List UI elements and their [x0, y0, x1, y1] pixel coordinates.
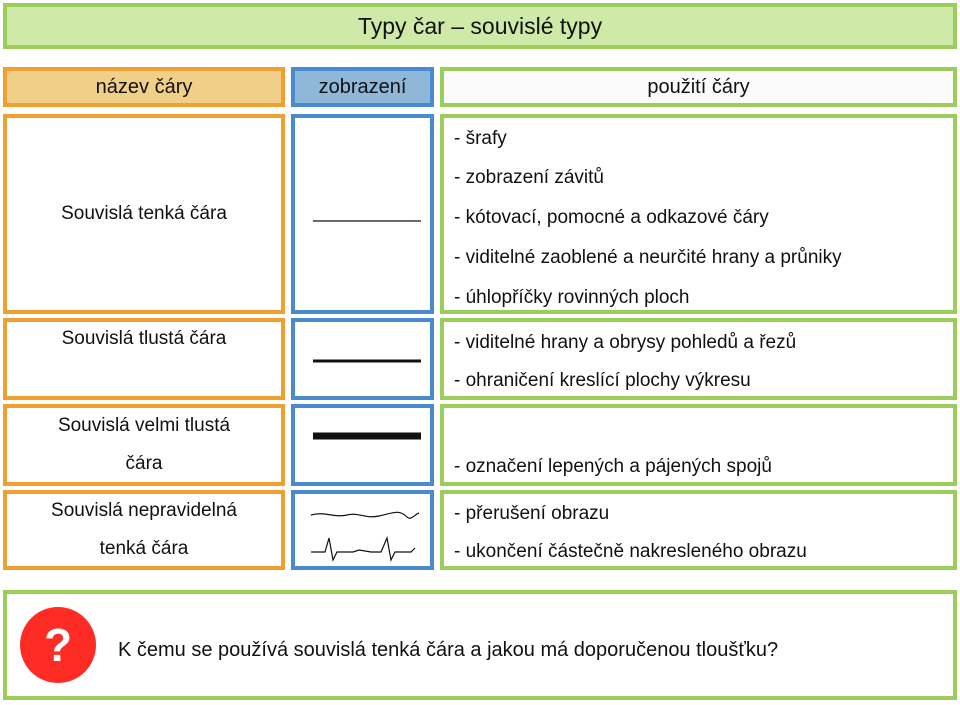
usage-very-thick	[440, 404, 957, 486]
usage-thick	[440, 318, 957, 400]
usage-item: - ukončení částečně nakresleného obrazu	[454, 541, 807, 562]
header-display: zobrazení	[291, 67, 434, 107]
usage-item: - zobrazení závitů	[454, 167, 604, 188]
display-irregular-line	[291, 490, 434, 570]
row-name-thick	[3, 318, 285, 400]
row-name-label: Souvislá tenká čára	[61, 203, 227, 224]
thin-line-sample	[295, 118, 430, 310]
usage-item: - šrafy	[454, 128, 507, 149]
row-name-label: čára	[125, 453, 163, 474]
usage-item: - kótovací, pomocné a odkazové čáry	[454, 207, 769, 228]
page-title: Typy čar – souvislé typy	[3, 3, 957, 49]
usage-item: - úhlopříčky rovinných ploch	[454, 287, 690, 308]
row-name-label: Souvislá velmi tlustá	[57, 415, 231, 436]
usage-item: - přerušení obrazu	[454, 503, 610, 524]
row-name-irregular	[3, 490, 285, 570]
display-thin-line	[291, 114, 434, 314]
header-usage: použití čáry	[440, 67, 957, 107]
question-text: K čemu se používá souvislá tenká čára a jakou má doporučenou tloušťku?	[118, 639, 779, 661]
row-name-label: Souvislá tlustá čára	[61, 328, 227, 349]
row-name-very-thick	[3, 404, 285, 486]
usage-item: - ohraničení kreslící plochy výkresu	[454, 370, 751, 391]
irregular-line-sample	[295, 494, 430, 566]
usage-irregular	[440, 490, 957, 570]
header-line-name: název čáry	[3, 67, 285, 107]
row-name-label: tenká čára	[99, 538, 189, 559]
very-thick-line-sample	[295, 408, 430, 482]
row-name-thin	[3, 114, 285, 314]
question-mark-icon: ?	[20, 607, 96, 683]
thick-line-sample	[295, 322, 430, 396]
usage-item: - viditelné hrany a obrysy pohledů a řezů	[454, 332, 797, 353]
usage-thin	[440, 114, 957, 314]
usage-item: - označení lepených a pájených spojů	[454, 456, 772, 477]
usage-item: - viditelné zaoblené a neurčité hrany a průniky	[454, 247, 842, 268]
row-name-label: Souvislá nepravidelná	[51, 500, 237, 521]
display-thick-line	[291, 318, 434, 400]
display-very-thick-line	[291, 404, 434, 486]
